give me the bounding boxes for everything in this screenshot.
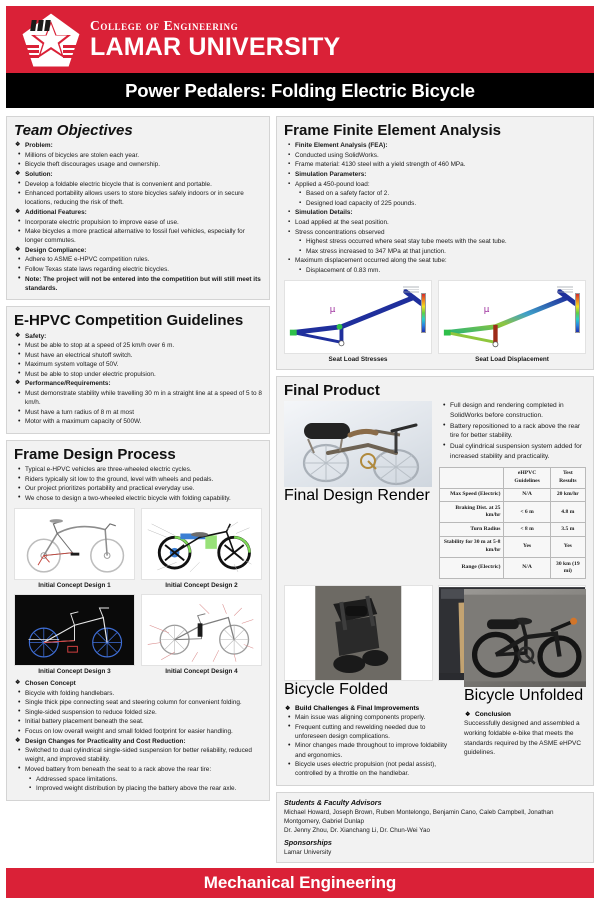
list-item: ❖ Performance/Requirements: [14, 379, 262, 388]
concept-design-3-image [14, 594, 135, 666]
table-cell-guideline: < 6 m [504, 502, 550, 523]
list-item: • Motor with a maximum capacity of 500W. [14, 417, 262, 426]
build-challenges-list [284, 713, 456, 778]
list-item: • Minor changes made throughout to improve foldability and ergonomics. [284, 741, 456, 759]
results-table-body [440, 488, 586, 578]
list-item: • Typical e-HPVC vehicles are three-wheeled electric cycles. [14, 465, 262, 474]
build-challenges-heading: ❖ Build Challenges & Final Improvements [284, 705, 456, 712]
list-item: ▪ Based on a safety factor of 2. [284, 189, 586, 198]
results-col-results: Test Results [550, 467, 585, 488]
list-item: ▪ Simulation Details: [284, 208, 586, 217]
table-cell-result: Yes [550, 536, 585, 557]
build-challenges-block [284, 705, 456, 779]
list-item: • Frequent cutting and rewelding needed due to unforeseen design complications. [284, 723, 456, 741]
list-item: ❖ Problem: [14, 141, 262, 150]
bicycle-folded-caption: Bicycle Folded [284, 681, 389, 699]
list-item: • Must be able to stop at a speed of 25 km/h over 6 m. [14, 341, 262, 350]
university-name: LAMAR UNIVERSITY [90, 32, 341, 61]
list-item: • Full design and rendering completed in SolidWorks before construction. [439, 401, 586, 421]
list-item: ▪ Frame material: 4130 steel with a yield strength of 460 MPa. [284, 160, 586, 169]
figure-concept-1 [14, 508, 135, 589]
list-item: ▪ Improved weight distribution by placing the battery above the rear axle. [14, 784, 262, 793]
concept-design-4-caption: Initial Concept Design 4 [165, 668, 238, 676]
results-table-head [440, 467, 586, 488]
results-col-blank [440, 467, 504, 488]
conclusion-heading: ❖ Conclusion [464, 711, 586, 718]
concept-design-4-image [141, 594, 262, 666]
lamar-university-star-logo-icon [20, 11, 82, 69]
table-row [440, 536, 586, 557]
results-col-guidelines: eHPVC Guidelines [504, 467, 550, 488]
svg-text:µ: µ [483, 305, 490, 316]
list-item: ▪ Highest stress occurred where seat stay tube meets with the seat tube. [284, 237, 586, 246]
list-item: ▪ Conducted using SolidWorks. [284, 151, 586, 160]
list-item: ▪ Stress concentrations observed [284, 228, 586, 237]
department-banner [6, 868, 594, 898]
list-item: • Bicycle theft discourages usage and ownership. [14, 160, 262, 169]
list-item: • Single-sided suspension to reduce folded size. [14, 708, 262, 717]
final-design-render-image [284, 401, 432, 487]
students-line-1: Michael Howard, Joseph Brown, Ruben Montelongo, Benjamin Cano, Caleb Campbell, Jonathan Montgomery, Gabriel Dunlap [284, 808, 554, 825]
chosen-concept-list [14, 679, 262, 793]
students-line-2: Dr. Jenny Zhou, Dr. Xianchang Li, Dr. Chun-Wei Yao [284, 827, 430, 835]
list-item: • Bicycle uses electric propulsion (not pedal assist), controlled by a throttle on the handlebar. [284, 760, 456, 778]
results-table-header-row [440, 467, 586, 488]
final-product-left [284, 401, 432, 579]
team-objectives-title: Team Objectives [14, 122, 133, 139]
list-item: ▪ Addressed space limitations. [14, 775, 262, 784]
figure-seat-load-displacement [438, 280, 586, 363]
figure-bicycle-folded [284, 585, 433, 681]
competition-guidelines-title: E-HPVC Competition Guidelines [14, 312, 244, 330]
list-item: ▪ Designed load capacity of 225 pounds. [284, 199, 586, 208]
seat-load-stresses-image [284, 280, 432, 354]
results-table [439, 467, 586, 579]
final-product-title: Final Product [284, 382, 380, 400]
poster-title-band [6, 73, 594, 108]
list-item: ▪ Load applied at the seat position. [284, 218, 586, 227]
fea-list [284, 141, 586, 275]
left-column [6, 116, 270, 807]
table-cell-guideline: Yes [504, 536, 550, 557]
section-final-product [276, 376, 594, 786]
list-item: ▪ Maximum displacement occurred along the seat tube: [284, 256, 586, 265]
conclusion-text: Successfully designed and assembled a working foldable e-bike that meets the standards required by the ASME eHPVC guidelines. [464, 720, 582, 757]
concept-design-2-image [141, 508, 262, 580]
list-item: ❖ Design Changes for Practicality and Cost Reduction: [14, 737, 262, 746]
concept-design-1-image [14, 508, 135, 580]
table-cell-label: Turn Radius [440, 523, 504, 537]
list-item: • Incorporate electric propulsion to improve ease of use. [14, 218, 262, 227]
department-banner-label: Mechanical Engineering [203, 873, 397, 892]
table-cell-guideline: < 8 m [504, 523, 550, 537]
concept-design-2-caption: Initial Concept Design 2 [165, 582, 238, 590]
page-title: Power Pedalers: Folding Electric Bicycle [125, 79, 475, 101]
list-item: • Main issue was aligning components properly. [284, 713, 456, 722]
final-product-right [439, 401, 586, 579]
list-item: • Single thick pipe connecting seat and steering column for convenient folding. [14, 698, 262, 707]
bicycle-unfolded-caption: Bicycle Unfolded [464, 687, 584, 705]
list-item: • Develop a foldable electric bicycle that is convenient and portable. [14, 180, 262, 189]
table-cell-label: Braking Dist. at 25 km/hr [440, 502, 504, 523]
fea-stress-colorbar [421, 293, 426, 333]
team-objectives-list [14, 141, 262, 293]
table-cell-label: Stability for 30 m at 5-8 km/hr [440, 536, 504, 557]
table-cell-result: 20 km/hr [550, 488, 585, 502]
section-competition-guidelines [6, 306, 270, 434]
seat-load-displacement-image [438, 280, 586, 354]
fea-displacement-colorbar [575, 293, 580, 333]
list-item: • Must demonstrate stability while travelling 30 m in a straight line at a speed of 5 to 8 km/h. [14, 389, 262, 407]
list-item: ❖ Design Compliance: [14, 246, 262, 255]
bicycle-unfolded-image [464, 589, 586, 687]
section-frame-fea [276, 116, 594, 370]
final-design-render-caption: Final Design Render [284, 487, 430, 505]
table-cell-result: 30 km (19 mi) [550, 558, 585, 579]
fea-stress-legend-labels [403, 286, 419, 293]
concept-figure-row-2 [14, 594, 262, 675]
bicycle-folded-image [284, 585, 433, 681]
table-cell-result: 4.8 m [550, 502, 585, 523]
conclusion-text-block [464, 711, 586, 758]
fea-title: Frame Finite Element Analysis [284, 122, 502, 139]
poster-header-band [6, 6, 594, 73]
section-credits [276, 792, 594, 864]
table-row [440, 523, 586, 537]
section-team-objectives [6, 116, 270, 300]
table-cell-guideline: N/A [504, 488, 550, 502]
table-cell-label: Range (Electric) [440, 558, 504, 579]
list-item: • Adhere to ASME e-HPVC competition rules. [14, 255, 262, 264]
list-item: • Enhanced portability allows users to store bicycles safely indoors or in secure locations, reducing the risk of theft. [14, 189, 262, 207]
fea-figure-row [284, 280, 586, 363]
sponsorships-heading: Sponsorships [284, 838, 332, 848]
list-item: • Must be able to stop under electric propulsion. [14, 370, 262, 379]
list-item: ▪ Displacement of 0.83 mm. [284, 266, 586, 275]
list-item: ❖ Additional Features: [14, 208, 262, 217]
list-item: ▪ Simulation Parameters: [284, 170, 586, 179]
table-cell-result: 3.5 m [550, 523, 585, 537]
list-item: • Millions of bicycles are stolen each year. [14, 151, 262, 160]
final-product-grid [284, 401, 586, 579]
final-product-bullets [439, 401, 586, 461]
seat-load-stresses-caption: Seat Load Stresses [328, 356, 388, 364]
list-item: ▪ Applied a 450-pound load: [284, 180, 586, 189]
students-advisors-heading: Students & Faculty Advisors [284, 797, 382, 807]
section-frame-design-process [6, 440, 270, 801]
list-item: • Note: The project will not be entered into the competition but will still meet its standards. [14, 275, 262, 293]
fea-displacement-legend-labels [557, 286, 573, 293]
figure-concept-3 [14, 594, 135, 675]
list-item: • Switched to dual cylindrical single-sided suspension for better reliability, reduced weight, and improved stability. [14, 746, 262, 764]
frame-design-title: Frame Design Process [14, 445, 176, 463]
list-item: • Focus on low overall weight and small folded footprint for easier handling. [14, 727, 262, 736]
table-row [440, 502, 586, 523]
list-item: • Dual cylindrical suspension system added for increased stability and practicality. [439, 442, 586, 462]
list-item: • Make bicycles a more practical alternative to fossil fuel vehicles, especially for longer commutes. [14, 227, 262, 245]
concept-design-3-caption: Initial Concept Design 3 [38, 668, 111, 676]
list-item: • Bicycle with folding handlebars. [14, 689, 262, 698]
list-item: ▪ Finite Element Analysis (FEA): [284, 141, 586, 150]
list-item: ▪ Max stress increased to 347 MPa at that junction. [284, 247, 586, 256]
list-item: • Our project prioritizes portability and practical everyday use. [14, 484, 262, 493]
list-item: • We chose to design a two-wheeled electric bicycle with folding capability. [14, 494, 262, 503]
list-item: ❖ Safety: [14, 332, 262, 341]
list-item: ❖ Solution: [14, 170, 262, 179]
table-cell-guideline: N/A [504, 558, 550, 579]
concept-figure-row-1 [14, 508, 262, 589]
seat-load-displacement-caption: Seat Load Displacement [475, 356, 549, 364]
college-name: College of Engineering [90, 18, 239, 34]
list-item: • Maximum system voltage of 50V. [14, 360, 262, 369]
table-row [440, 488, 586, 502]
sponsorship-line: Lamar University [284, 849, 332, 857]
frame-design-intro-list [14, 465, 262, 503]
list-item: • Must have a turn radius of 8 m at most [14, 408, 262, 417]
list-item: • Must have an electrical shutoff switch. [14, 351, 262, 360]
list-item: ❖ Chosen Concept [14, 679, 262, 688]
figure-concept-2 [141, 508, 262, 589]
list-item: • Moved battery from beneath the seat to a rack above the rear tire: [14, 765, 262, 774]
header-wordmark [90, 19, 340, 60]
table-cell-label: Max Speed (Electric) [440, 488, 504, 502]
concept-design-1-caption: Initial Concept Design 1 [38, 582, 111, 590]
right-column [276, 116, 594, 863]
conclusion-block [464, 687, 586, 779]
table-row [440, 558, 586, 579]
svg-text:µ: µ [329, 305, 336, 316]
figure-concept-4 [141, 594, 262, 675]
list-item: • Initial battery placement beneath the seat. [14, 717, 262, 726]
figure-seat-load-stresses [284, 280, 432, 363]
list-item: • Battery repositioned to a rack above the rear tire for better stability. [439, 422, 586, 442]
list-item: • Riders typically sit low to the ground, level with wheels and pedals. [14, 475, 262, 484]
competition-guidelines-list [14, 332, 262, 427]
list-item: • Follow Texas state laws regarding electric bicycles. [14, 265, 262, 274]
